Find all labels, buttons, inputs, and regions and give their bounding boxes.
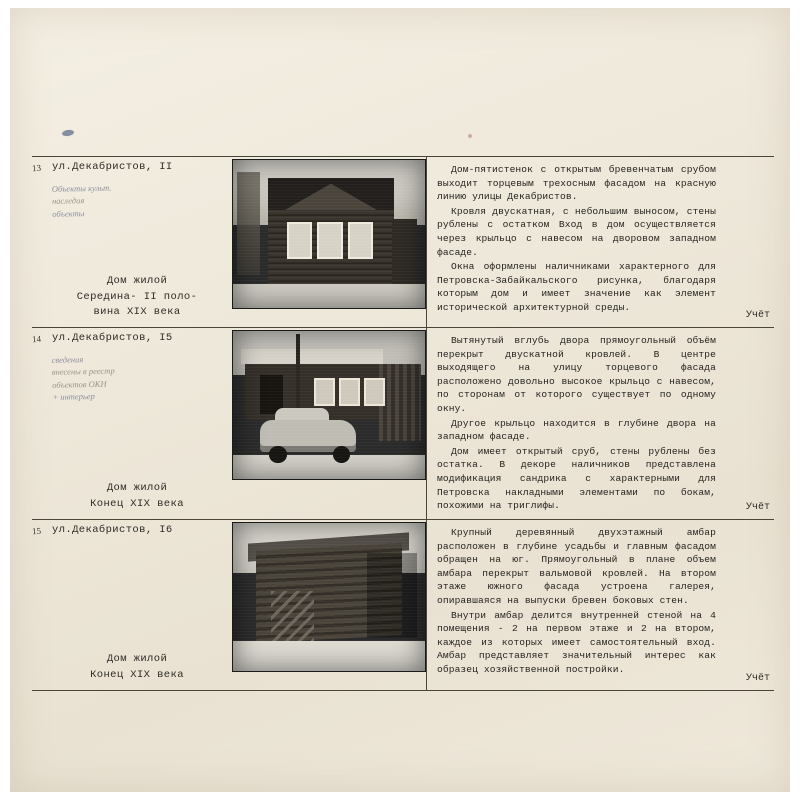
photo-tree — [237, 172, 260, 276]
photo-window — [317, 222, 342, 259]
description-text — [437, 334, 768, 513]
photo-ground — [233, 284, 425, 308]
building-photo — [232, 522, 426, 672]
description-text — [437, 163, 768, 315]
address-label: ул.Декабристов, I5 — [52, 332, 173, 344]
photo-window — [364, 378, 385, 406]
table-row — [32, 328, 774, 520]
row-identity-cell — [46, 157, 232, 327]
description-paragraph: Кровля двускатная, с небольшим выносом, стены рублены с остатком Вход в дом осуществляется через крыльцо с навесом на дворовом западном фасаде. — [437, 205, 716, 258]
row-number-cell — [32, 328, 46, 519]
photo-cell — [232, 520, 426, 690]
handwritten-line: + интерьер — [52, 390, 95, 402]
photo-shadow-side — [367, 553, 417, 639]
photo-car-wheel — [333, 446, 350, 462]
row-number-cell — [32, 157, 46, 327]
table-row — [32, 157, 774, 328]
photo-cell — [232, 157, 426, 327]
photo-window — [314, 378, 335, 406]
handwritten-note — [52, 350, 229, 403]
row-number: 14 — [31, 333, 42, 345]
description-cell — [426, 328, 774, 519]
status-label: Учёт — [745, 310, 770, 321]
catalog-table — [32, 156, 774, 691]
photo-caption — [46, 481, 228, 513]
description-paragraph: Дом-пятистенок с открытым бревенчатым срубом выходит торцевым трехосным фасадом на красную линию улицы Декабристов. — [437, 164, 716, 203]
row-number: 15 — [31, 525, 42, 537]
photo-window — [348, 222, 373, 259]
handwritten-line: объектов ОКН — [52, 378, 107, 390]
photo-snow-ground — [233, 455, 425, 479]
caption-line: вина XIX века — [93, 306, 181, 319]
caption-line: Дом жилой — [106, 653, 168, 666]
photo-snow-ground — [233, 641, 425, 671]
photo-window — [339, 378, 360, 406]
scanned-sheet — [10, 8, 790, 792]
description-paragraph: Дом имеет открытый сруб, стены рублены без остатка. В декоре наличников представлена модификация сандрика с характерными для Петровска накладными элементами по бокам, похожими на триглифы. — [437, 445, 716, 512]
handwritten-line: сведения — [51, 354, 84, 365]
photo-cell — [232, 328, 426, 519]
caption-line: Середина- II поло- — [76, 290, 198, 303]
status-label: Учёт — [745, 672, 770, 684]
handwritten-line: Объекты культ. — [51, 182, 112, 194]
row-identity-cell — [46, 328, 232, 519]
photo-window — [287, 222, 312, 259]
photo-caption — [46, 274, 228, 321]
description-paragraph: Окна оформлены наличниками характерного для Петровска-Забайкальского рисунка, благодаря которым дом и имеет значение как элемент исторической архитектурной среды. — [437, 261, 716, 314]
photo-snowy-roof — [241, 349, 383, 364]
photo-caption — [46, 652, 228, 684]
address-label: ул.Декабристов, II — [52, 161, 173, 173]
building-photo — [232, 330, 426, 480]
caption-line: Конец XIX века — [90, 498, 184, 511]
description-paragraph: Другое крыльцо находится в глубине двора на западном фасаде. — [437, 417, 716, 443]
handwritten-line: внесены в реестр — [51, 365, 115, 378]
description-text — [437, 526, 768, 677]
caption-line: Дом жилой — [106, 482, 168, 495]
caption-line: Дом жилой — [106, 274, 168, 287]
description-cell — [426, 520, 774, 690]
building-photo — [232, 159, 426, 309]
photo-porch — [392, 219, 417, 284]
photo-exterior-stairs — [271, 591, 313, 644]
handwritten-line: объекты — [52, 207, 85, 219]
row-number-cell — [32, 520, 46, 690]
row-identity-cell — [46, 520, 232, 690]
photo-car-wheel — [269, 446, 286, 462]
blue-ink-mark — [62, 129, 75, 137]
description-cell — [426, 157, 774, 327]
description-paragraph: Крупный деревянный двухэтажный амбар расположен в глубине усадьбы и главным фасадом обращен на юг. Прямоугольный в плане объем амбара перекрыт вальмовой кровлей. На втором этаже южного фасада устроена галерея, опиравшаяся на выпуски бревен боковых стен. — [437, 526, 716, 606]
handwritten-line: наследия — [51, 195, 85, 207]
photo-fence — [379, 364, 421, 441]
paper-speck — [468, 134, 472, 138]
table-row — [32, 520, 774, 690]
description-paragraph: Внутри амбар делится внутренней стеной на 4 помещения - 2 на первом этаже и 2 на втором, каждое из которых имеет самостоятельный вход. Амбар представляет значительный интерес как образец хозяйственной постройки. — [437, 609, 716, 676]
address-label: ул.Декабристов, I6 — [52, 523, 173, 536]
caption-line: Конец XIX века — [90, 669, 184, 682]
description-paragraph: Вытянутый вглубь двора прямоугольный объём перекрыт двускатной кровлей. В центре выходящего на улицу торцевого фасада расположено довольно высокое крыльцо с навесом, по сторонам от которого существует по одному окну. — [437, 335, 716, 415]
row-number: 13 — [31, 162, 42, 174]
status-label: Учёт — [745, 501, 770, 513]
handwritten-note — [52, 179, 229, 220]
